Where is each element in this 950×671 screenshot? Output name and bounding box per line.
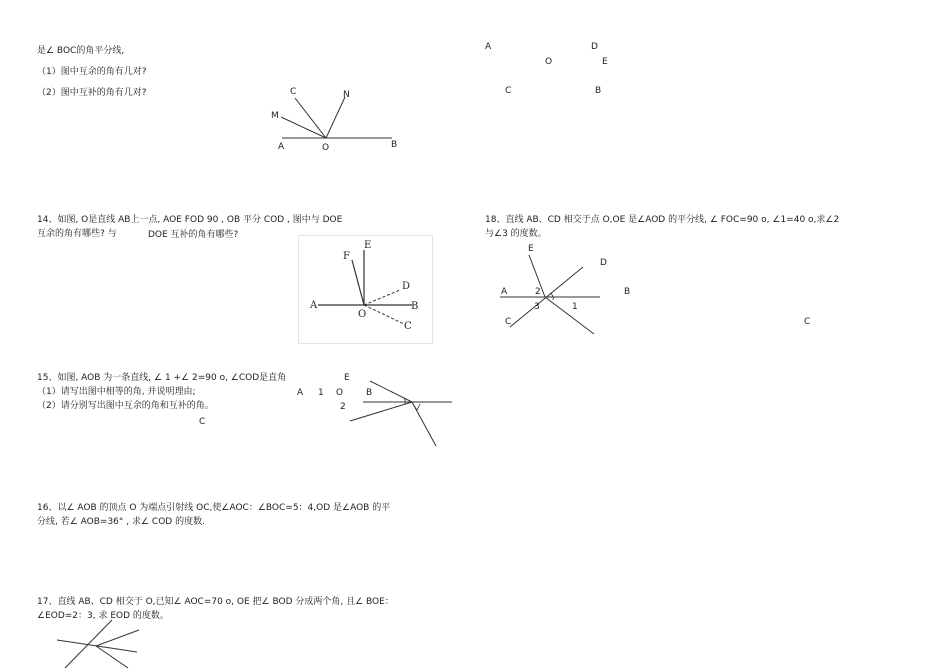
fig-tr-label-b: B xyxy=(595,86,602,96)
fig14-label-o: O xyxy=(358,309,367,320)
fig-tr-label-e: E xyxy=(602,57,608,67)
fig-tr-label-o: O xyxy=(545,57,553,67)
problem-14-line2-b: DOE 互补的角有哪些? xyxy=(148,230,239,240)
problem-16-line2: 分线, 若∠ AOB=36° , 求∠ COD 的度数. xyxy=(37,517,205,527)
problem-15-line1: 15、如图, AOB 为一条直线, ∠ 1 +∠ 2=90 o, ∠COD是直角 xyxy=(37,373,287,383)
fig18-label-angle-2: 2 xyxy=(535,287,541,297)
fig18-label-e: E xyxy=(528,244,534,254)
problem-14-line1: 14、如图, O是直线 AB上一点, AOE FOD 90 , OB 平分 COD , 图中与 DOE xyxy=(37,215,343,225)
fig18-label-d: D xyxy=(600,258,607,268)
fig15-label-o: O xyxy=(336,388,344,398)
problem-13-line1: 是∠ BOC的角平分线, xyxy=(37,46,125,56)
fig15-label-a: A xyxy=(297,388,304,398)
fig14-label-a: A xyxy=(310,300,318,311)
fig13-label-o: O xyxy=(322,143,330,153)
fig13-label-m: M xyxy=(271,111,279,121)
problem-16-line1: 16、以∠ AOB 的顶点 O 为端点引射线 OC,使∠AOC：∠BOC=5：4,OD 是∠AOB 的平 xyxy=(37,503,391,513)
fig14-label-f: F xyxy=(343,251,350,262)
problem-18-line1: 18、直线 AB、CD 相交于点 O,OE 是∠AOD 的平分线, ∠ FOC=90 o, ∠1=40 o,求∠2 xyxy=(485,215,840,225)
problem-18-line2: 与∠3 的度数。 xyxy=(485,229,547,239)
fig15-label-angle-2: 2 xyxy=(340,402,346,412)
fig18-label-c: C xyxy=(505,317,512,327)
problem-15-question-1: （1）请写出图中相等的角, 并说明理由; xyxy=(37,387,196,397)
fig15-label-c: C xyxy=(199,417,206,427)
fig-tr-label-a: A xyxy=(485,42,492,52)
problem-17-line1: 17、直线 AB、CD 相交于 O,已知∠ AOC=70 o, OE 把∠ BOD 分成两个角, 且∠ BOE： xyxy=(37,597,394,607)
fig14-label-c: C xyxy=(404,321,412,332)
fig13-label-b: B xyxy=(391,140,398,150)
problem-15-question-2: （2）请分别写出图中互余的角和互补的角。 xyxy=(37,401,214,411)
problem-13-question-2: （2）图中互补的角有几对? xyxy=(37,88,147,98)
fig18-label-a: A xyxy=(501,287,508,297)
problem-13-question-1: （1）图中互余的角有几对? xyxy=(37,67,147,77)
fig14-label-e: E xyxy=(364,240,372,251)
problem-17-line2: ∠EOD=2：3, 求 EOD 的度数。 xyxy=(37,611,169,621)
fig-tr-label-c: C xyxy=(505,86,512,96)
problem-14-line2-a: 互余的角有哪些? 与 xyxy=(37,229,117,239)
fig14-label-b: B xyxy=(411,301,419,312)
fig18-label-c-extra: C xyxy=(804,317,811,327)
fig18-label-angle-3: 3 xyxy=(534,302,540,312)
fig14-label-d: D xyxy=(402,281,411,292)
fig13-label-a: A xyxy=(278,142,285,152)
fig18-label-b: B xyxy=(624,287,631,297)
fig13-label-n: N xyxy=(343,90,350,100)
fig-tr-label-d: D xyxy=(591,42,598,52)
fig15-label-e: E xyxy=(344,373,350,383)
fig18-label-angle-1: 1 xyxy=(572,302,578,312)
fig15-label-angle-1: 1 xyxy=(318,388,324,398)
fig15-label-b: B xyxy=(366,388,373,398)
fig13-label-c: C xyxy=(290,87,297,97)
